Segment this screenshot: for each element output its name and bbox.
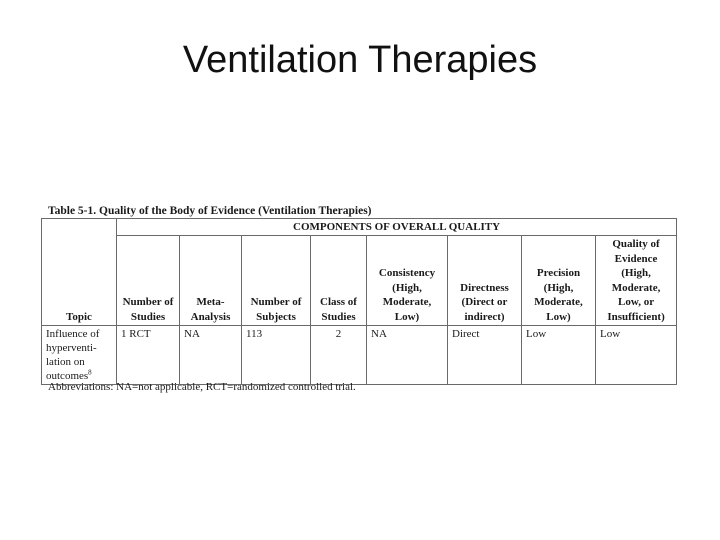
topic-text: Influence of hyperventi-lation on outcomes xyxy=(46,328,100,382)
evidence-table xyxy=(41,218,677,385)
col-header-topic: Topic xyxy=(42,236,117,326)
topic-reference: 8 xyxy=(88,368,92,377)
col-header-quality: Quality of Evidence (High, Moderate, Low, or Insufficient) xyxy=(596,236,677,326)
group-header: COMPONENTS OF OVERALL QUALITY xyxy=(117,219,677,236)
table-row xyxy=(42,326,677,385)
cell-consistency: NA xyxy=(367,326,448,385)
cell-class: 2 xyxy=(311,326,367,385)
cell-directness: Direct xyxy=(448,326,522,385)
cell-num-studies: 1 RCT xyxy=(117,326,180,385)
cell-meta-analysis: NA xyxy=(180,326,242,385)
col-header-class: Class of Studies xyxy=(311,236,367,326)
col-header-num-subjects: Number of Subjects xyxy=(242,236,311,326)
table-caption: Table 5-1. Quality of the Body of Evidence (Ventilation Therapies) xyxy=(48,205,372,217)
col-header-directness: Directness (Direct or indirect) xyxy=(448,236,522,326)
col-header-precision: Precision (High, Moderate, Low) xyxy=(522,236,596,326)
cell-num-subjects: 113 xyxy=(242,326,311,385)
topic-spacer-cell xyxy=(42,219,117,236)
cell-topic xyxy=(42,326,117,385)
col-header-meta-analysis: Meta-Analysis xyxy=(180,236,242,326)
table-footnote: Abbreviations: NA=not applicable, RCT=randomized controlled trial. xyxy=(48,381,356,393)
column-header-row xyxy=(42,236,677,326)
col-header-num-studies: Number of Studies xyxy=(117,236,180,326)
cell-precision: Low xyxy=(522,326,596,385)
col-header-consistency: Consistency (High, Moderate, Low) xyxy=(367,236,448,326)
slide-title: Ventilation Therapies xyxy=(182,39,538,81)
cell-quality: Low xyxy=(596,326,677,385)
group-header-row xyxy=(42,219,677,236)
